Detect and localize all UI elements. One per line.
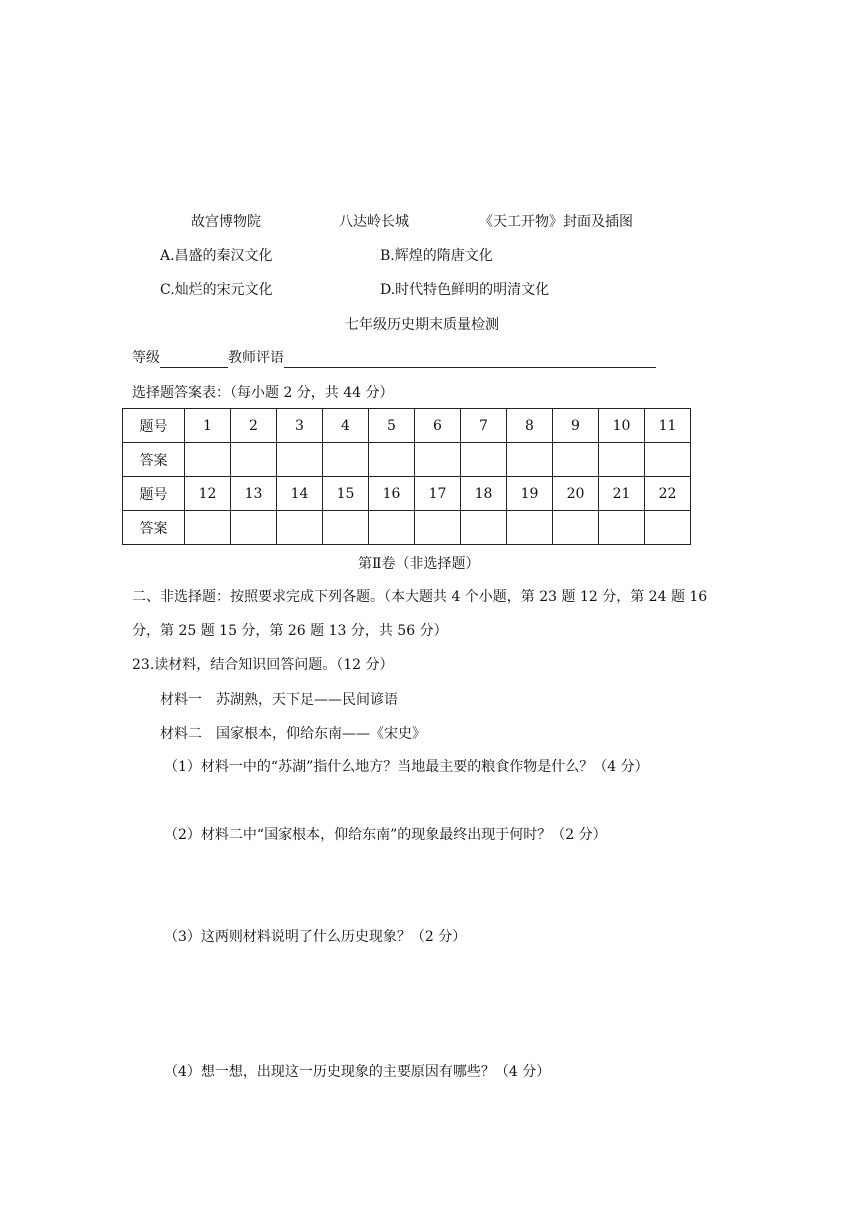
num-cell: 20 — [553, 477, 599, 511]
table-caption: 选择题答案表：（每小题 2 分，共 44 分） — [132, 385, 394, 401]
ans-label-cell: 答案 — [123, 443, 185, 477]
grade-comment-line — [132, 348, 656, 368]
comment-blank[interactable] — [284, 353, 656, 368]
num-cell: 12 — [185, 477, 231, 511]
answer-cell[interactable] — [231, 511, 277, 545]
num-cell: 2 — [231, 409, 277, 443]
q23-material2: 材料二 国家根本，仰给东南——《宋史》 — [160, 726, 426, 742]
num-cell: 15 — [323, 477, 369, 511]
answer-cell[interactable] — [369, 511, 415, 545]
section2-title: 第Ⅱ卷（非选择题） — [358, 556, 480, 572]
answer-cell[interactable] — [553, 443, 599, 477]
grade-label: 等级 — [132, 350, 160, 366]
option-b: B.辉煌的隋唐文化 — [380, 248, 493, 264]
answer-cell[interactable] — [323, 443, 369, 477]
caption-tiangong-kaiwu: 《天工开物》封面及插图 — [479, 214, 633, 230]
num-cell: 7 — [461, 409, 507, 443]
q23-sub3: （3）这两则材料说明了什么历史现象？（2 分） — [164, 929, 467, 945]
num-cell: 8 — [507, 409, 553, 443]
answer-table — [122, 408, 691, 545]
table-row — [123, 477, 691, 511]
num-cell: 17 — [415, 477, 461, 511]
grade-blank[interactable] — [160, 353, 228, 368]
num-cell: 9 — [553, 409, 599, 443]
num-cell: 13 — [231, 477, 277, 511]
answer-cell[interactable] — [461, 511, 507, 545]
num-cell: 19 — [507, 477, 553, 511]
answer-cell[interactable] — [277, 511, 323, 545]
answer-cell[interactable] — [645, 443, 691, 477]
num-cell: 1 — [185, 409, 231, 443]
answer-cell[interactable] — [599, 443, 645, 477]
table-row — [123, 443, 691, 477]
answer-cell[interactable] — [461, 443, 507, 477]
answer-cell[interactable] — [277, 443, 323, 477]
ans-label-cell: 答案 — [123, 511, 185, 545]
q23-sub1: （1）材料一中的“苏湖”指什么地方？当地最主要的粮食作物是什么？（4 分） — [164, 759, 649, 775]
caption-great-wall: 八达岭长城 — [339, 214, 409, 230]
num-cell: 18 — [461, 477, 507, 511]
num-cell: 21 — [599, 477, 645, 511]
exam-title: 七年级历史期末质量检测 — [345, 317, 499, 333]
section2-instructions-line2: 分，第 25 题 15 分，第 26 题 13 分，共 56 分） — [132, 623, 448, 639]
q23-title: 23.读材料，结合知识回答问题。（12 分） — [132, 657, 394, 673]
answer-cell[interactable] — [415, 443, 461, 477]
section2-instructions-line1: 二、非选择题：按照要求完成下列各题。（本大题共 4 个小题，第 23 题 12 分，第 24 题 16 — [132, 589, 708, 605]
answer-cell[interactable] — [323, 511, 369, 545]
caption-palace-museum: 故宫博物院 — [191, 214, 261, 230]
num-label-cell: 题号 — [123, 477, 185, 511]
num-cell: 14 — [277, 477, 323, 511]
answer-cell[interactable] — [553, 511, 599, 545]
answer-cell[interactable] — [507, 443, 553, 477]
table-row — [123, 409, 691, 443]
num-cell: 11 — [645, 409, 691, 443]
num-cell: 3 — [277, 409, 323, 443]
num-cell: 4 — [323, 409, 369, 443]
q23-sub4: （4）想一想，出现这一历史现象的主要原因有哪些？（4 分） — [164, 1064, 551, 1080]
answer-cell[interactable] — [507, 511, 553, 545]
option-d: D.时代特色鲜明的明清文化 — [380, 282, 550, 298]
option-a: A.昌盛的秦汉文化 — [160, 248, 273, 264]
answer-cell[interactable] — [599, 511, 645, 545]
answer-cell[interactable] — [185, 443, 231, 477]
comment-label: 教师评语 — [228, 350, 284, 366]
table-row — [123, 511, 691, 545]
answer-cell[interactable] — [645, 511, 691, 545]
num-cell: 6 — [415, 409, 461, 443]
q23-material1: 材料一 苏湖熟，天下足——民间谚语 — [160, 692, 398, 708]
answer-cell[interactable] — [185, 511, 231, 545]
option-c: C.灿烂的宋元文化 — [160, 282, 273, 298]
num-cell: 16 — [369, 477, 415, 511]
num-label-cell: 题号 — [123, 409, 185, 443]
answer-cell[interactable] — [369, 443, 415, 477]
answer-cell[interactable] — [231, 443, 277, 477]
answer-cell[interactable] — [415, 511, 461, 545]
num-cell: 22 — [645, 477, 691, 511]
q23-sub2: （2）材料二中“国家根本，仰给东南”的现象最终出现于何时？（2 分） — [164, 827, 607, 843]
num-cell: 5 — [369, 409, 415, 443]
num-cell: 10 — [599, 409, 645, 443]
